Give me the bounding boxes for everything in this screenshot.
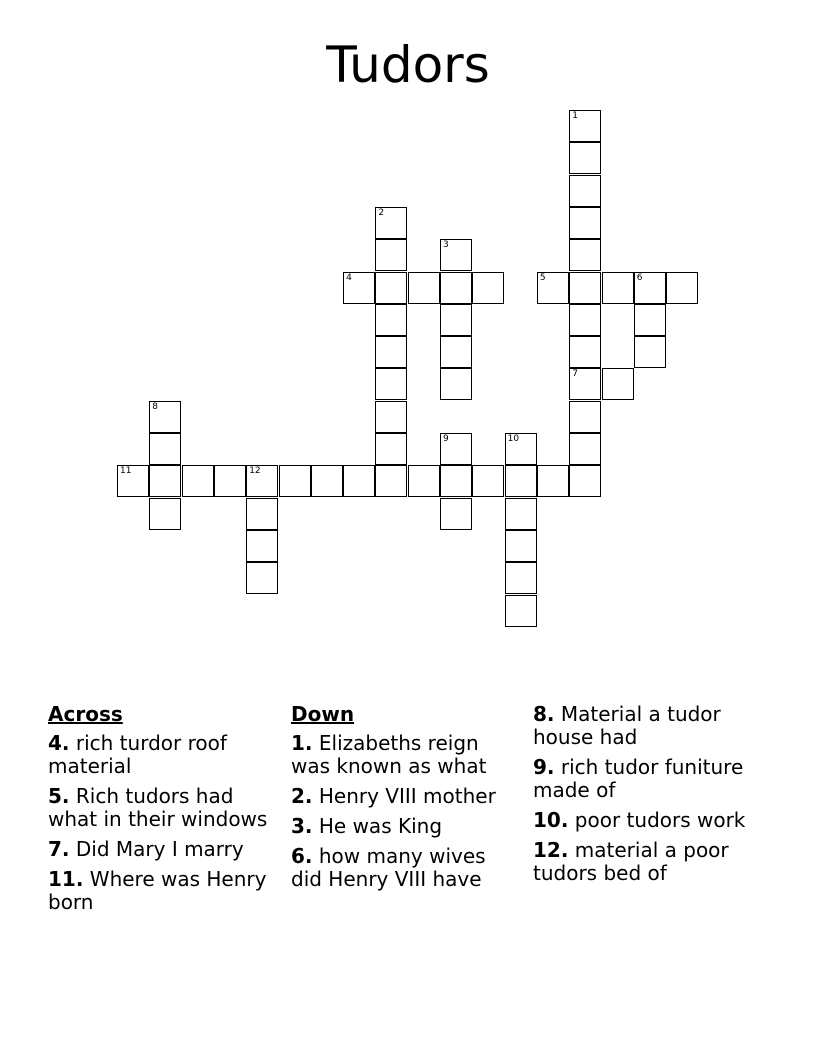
grid-cell[interactable] <box>505 465 537 497</box>
cell-number: 11 <box>120 466 132 477</box>
grid-cell[interactable] <box>569 272 601 304</box>
clue-number: 11. <box>48 867 84 891</box>
grid-cell[interactable] <box>569 207 601 239</box>
grid-cell[interactable] <box>246 530 278 562</box>
grid-cell[interactable] <box>117 465 149 497</box>
cell-number: 10 <box>507 434 520 444</box>
grid-cell[interactable] <box>375 465 407 497</box>
grid-cell[interactable] <box>375 336 407 368</box>
cell-number: 6 <box>636 272 643 283</box>
cell-number: 1 <box>572 111 578 121</box>
grid-cell[interactable] <box>182 465 214 497</box>
grid-cell[interactable] <box>440 465 472 497</box>
down-heading: Down <box>291 702 355 726</box>
clue-across-5 <box>48 785 278 831</box>
grid-cell[interactable] <box>440 336 472 368</box>
clue-number: 8. <box>533 702 555 726</box>
grid-cell[interactable] <box>666 272 698 304</box>
grid-cell[interactable] <box>440 239 472 271</box>
down-clues-continued <box>533 703 773 892</box>
grid-cell[interactable] <box>505 562 537 594</box>
clue-number: 7. <box>48 837 70 861</box>
clue-across-11 <box>48 868 278 914</box>
grid-cell[interactable] <box>569 304 601 336</box>
grid-cell[interactable] <box>505 530 537 562</box>
grid-cell[interactable] <box>569 401 601 433</box>
grid-cell[interactable] <box>537 465 569 497</box>
grid-cell[interactable] <box>569 336 601 368</box>
clue-down-8 <box>533 703 773 749</box>
grid-cell[interactable] <box>602 368 634 400</box>
grid-cell[interactable] <box>505 433 537 465</box>
grid-cell[interactable] <box>343 465 375 497</box>
grid-cell[interactable] <box>602 272 634 304</box>
cell-number: 7 <box>572 369 578 380</box>
clue-text: Henry VIII mother <box>318 784 496 808</box>
grid-cell[interactable] <box>408 465 440 497</box>
grid-cell[interactable] <box>472 465 504 497</box>
grid-cell[interactable] <box>149 401 181 433</box>
clue-text: rich turdor roof material <box>48 731 227 778</box>
grid-cell[interactable] <box>634 272 666 304</box>
across-heading: Across <box>48 702 123 726</box>
grid-cell[interactable] <box>375 401 407 433</box>
grid-cell[interactable] <box>375 304 407 336</box>
grid-cell[interactable] <box>149 465 181 497</box>
grid-cell[interactable] <box>569 433 601 465</box>
clue-number: 1. <box>291 731 313 755</box>
grid-cell[interactable] <box>569 239 601 271</box>
clue-down-3 <box>291 815 521 838</box>
grid-cell[interactable] <box>569 142 601 174</box>
clue-down-10 <box>533 809 773 832</box>
clue-text: material a poor tudors bed of <box>533 838 729 885</box>
grid-cell[interactable] <box>569 110 601 142</box>
clue-down-6 <box>291 845 521 891</box>
grid-cell[interactable] <box>569 175 601 207</box>
grid-cell[interactable] <box>246 498 278 530</box>
clue-number: 3. <box>291 814 313 838</box>
grid-cell[interactable] <box>505 498 537 530</box>
clue-number: 10. <box>533 808 569 832</box>
grid-cell[interactable] <box>375 239 407 271</box>
clue-down-1 <box>291 732 521 778</box>
clue-across-4 <box>48 732 278 778</box>
clue-text: Rich tudors had what in their windows <box>48 784 268 831</box>
grid-cell[interactable] <box>375 368 407 400</box>
grid-cell[interactable] <box>569 465 601 497</box>
grid-cell[interactable] <box>375 207 407 239</box>
clue-down-2 <box>291 785 521 808</box>
clue-text: Where was Henry born <box>48 867 267 914</box>
cell-number: 2 <box>378 207 385 218</box>
grid-cell[interactable] <box>634 336 666 368</box>
clue-text: He was King <box>318 814 443 838</box>
grid-cell[interactable] <box>246 562 278 594</box>
clue-across-7 <box>48 838 278 861</box>
grid-cell[interactable] <box>149 498 181 530</box>
clue-down-12 <box>533 839 773 885</box>
clue-number: 2. <box>291 784 313 808</box>
grid-cell[interactable] <box>440 498 472 530</box>
clue-text: Material a tudor house had <box>533 702 721 749</box>
clue-text: how many wives did Henry VIII have <box>291 844 486 891</box>
cell-number: 12 <box>249 466 261 477</box>
clue-text: Elizabeths reign was known as what <box>291 731 487 778</box>
grid-cell[interactable] <box>440 304 472 336</box>
clue-number: 9. <box>533 755 555 779</box>
clue-text: rich tudor funiture made of <box>533 755 744 802</box>
grid-cell[interactable] <box>311 465 343 497</box>
grid-cell[interactable] <box>569 368 601 400</box>
page-title: Tudors <box>326 36 490 94</box>
grid-cell[interactable] <box>343 272 375 304</box>
clue-down-9 <box>533 756 773 802</box>
across-clues <box>48 703 278 921</box>
clue-number: 12. <box>533 838 569 862</box>
cell-number: 5 <box>539 272 546 283</box>
grid-cell[interactable] <box>440 433 472 465</box>
cell-number: 9 <box>443 434 449 444</box>
grid-cell[interactable] <box>375 433 407 465</box>
clue-number: 6. <box>291 844 313 868</box>
grid-cell[interactable] <box>149 433 181 465</box>
grid-cell[interactable] <box>279 465 311 497</box>
grid-cell[interactable] <box>408 272 440 304</box>
clue-number: 4. <box>48 731 70 755</box>
clue-text: Did Mary I marry <box>75 837 244 861</box>
grid-cell[interactable] <box>375 272 407 304</box>
grid-cell[interactable] <box>505 595 537 627</box>
cell-number: 3 <box>443 240 449 251</box>
grid-cell[interactable] <box>440 272 472 304</box>
grid-cell[interactable] <box>246 465 278 497</box>
grid-cell[interactable] <box>214 465 246 497</box>
down-clues <box>291 703 521 898</box>
grid-cell[interactable] <box>537 272 569 304</box>
grid-cell[interactable] <box>472 272 504 304</box>
clue-text: poor tudors work <box>574 808 746 832</box>
clue-number: 5. <box>48 784 70 808</box>
cell-number: 8 <box>152 401 159 412</box>
grid-cell[interactable] <box>440 368 472 400</box>
grid-cell[interactable] <box>634 304 666 336</box>
cell-number: 4 <box>346 272 352 283</box>
